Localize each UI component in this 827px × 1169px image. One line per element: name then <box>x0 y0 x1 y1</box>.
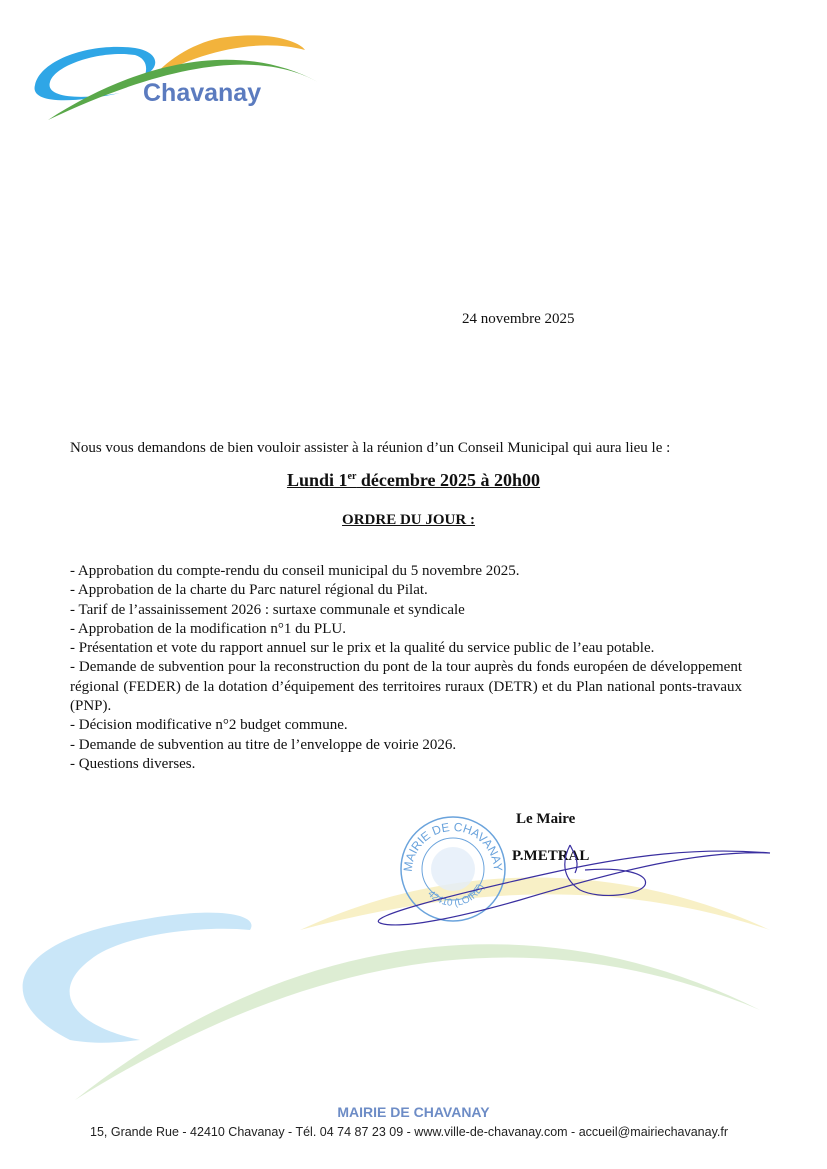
agenda-item: - Approbation du compte-rendu du conseil municipal du 5 novembre 2025. <box>70 563 520 579</box>
handwritten-signature <box>370 825 780 935</box>
agenda-item: - Demande de subvention pour la reconstruction du pont de la tour auprès du fonds européen de développement régional (FEDER) de la dotation d’équipement des territoires ruraux (DETR) et du Plan national ponts-travaux (PNP). <box>70 659 742 715</box>
agenda-item: - Décision modificative n°2 budget commune. <box>70 717 348 734</box>
meeting-day: Lundi 1 <box>286 470 348 490</box>
footer-title <box>0 1104 827 1120</box>
stamp-sub: 42410 (LOIRE) <box>425 882 487 909</box>
agenda-item: - Approbation de la charte du Parc naturel régional du Pilat. <box>70 582 428 599</box>
agenda-item: - Approbation de la modification n°1 du PLU. <box>70 620 346 637</box>
agenda-item: - Demande de subvention au titre de l’enveloppe de voirie 2026. <box>70 736 457 753</box>
meeting-rest: décembre 2025 à 20h00 <box>356 470 541 490</box>
footer-address: 15, Grande Rue - 42410 Chavanay - Tél. 04 74 87 23 09 - www.ville-de-chavanay.com - accueil@mairiechavanay.fr <box>90 1125 729 1139</box>
intro-text: Nous vous demandons de bien vouloir assister à la réunion d’un Conseil Municipal qui aura lieu le : <box>70 440 671 456</box>
agenda-list <box>70 562 742 774</box>
signature-title: Le Maire <box>516 811 576 827</box>
chavanay-logo <box>20 20 330 130</box>
meeting-date <box>0 470 827 491</box>
letter-date: 24 novembre 2025 <box>462 311 575 327</box>
agenda-title-text: ORDRE DU JOUR : <box>342 512 475 528</box>
agenda-item: - Présentation et vote du rapport annuel sur le prix et la qualité du service public de l’eau potable. <box>70 640 655 657</box>
signature-name: P.METRAL <box>512 848 590 864</box>
logo-text: Chavanay <box>143 79 262 107</box>
agenda-title <box>0 512 827 529</box>
agenda-item: - Tarif de l’assainissement 2026 : surtaxe communale et syndicale <box>70 601 465 618</box>
meeting-sup: er <box>347 471 357 482</box>
footer-title-text: MAIRIE DE CHAVANAY <box>337 1104 490 1120</box>
agenda-item: - Questions diverses. <box>70 755 196 772</box>
stamp-text: MAIRIE DE CHAVANAY <box>400 819 506 873</box>
